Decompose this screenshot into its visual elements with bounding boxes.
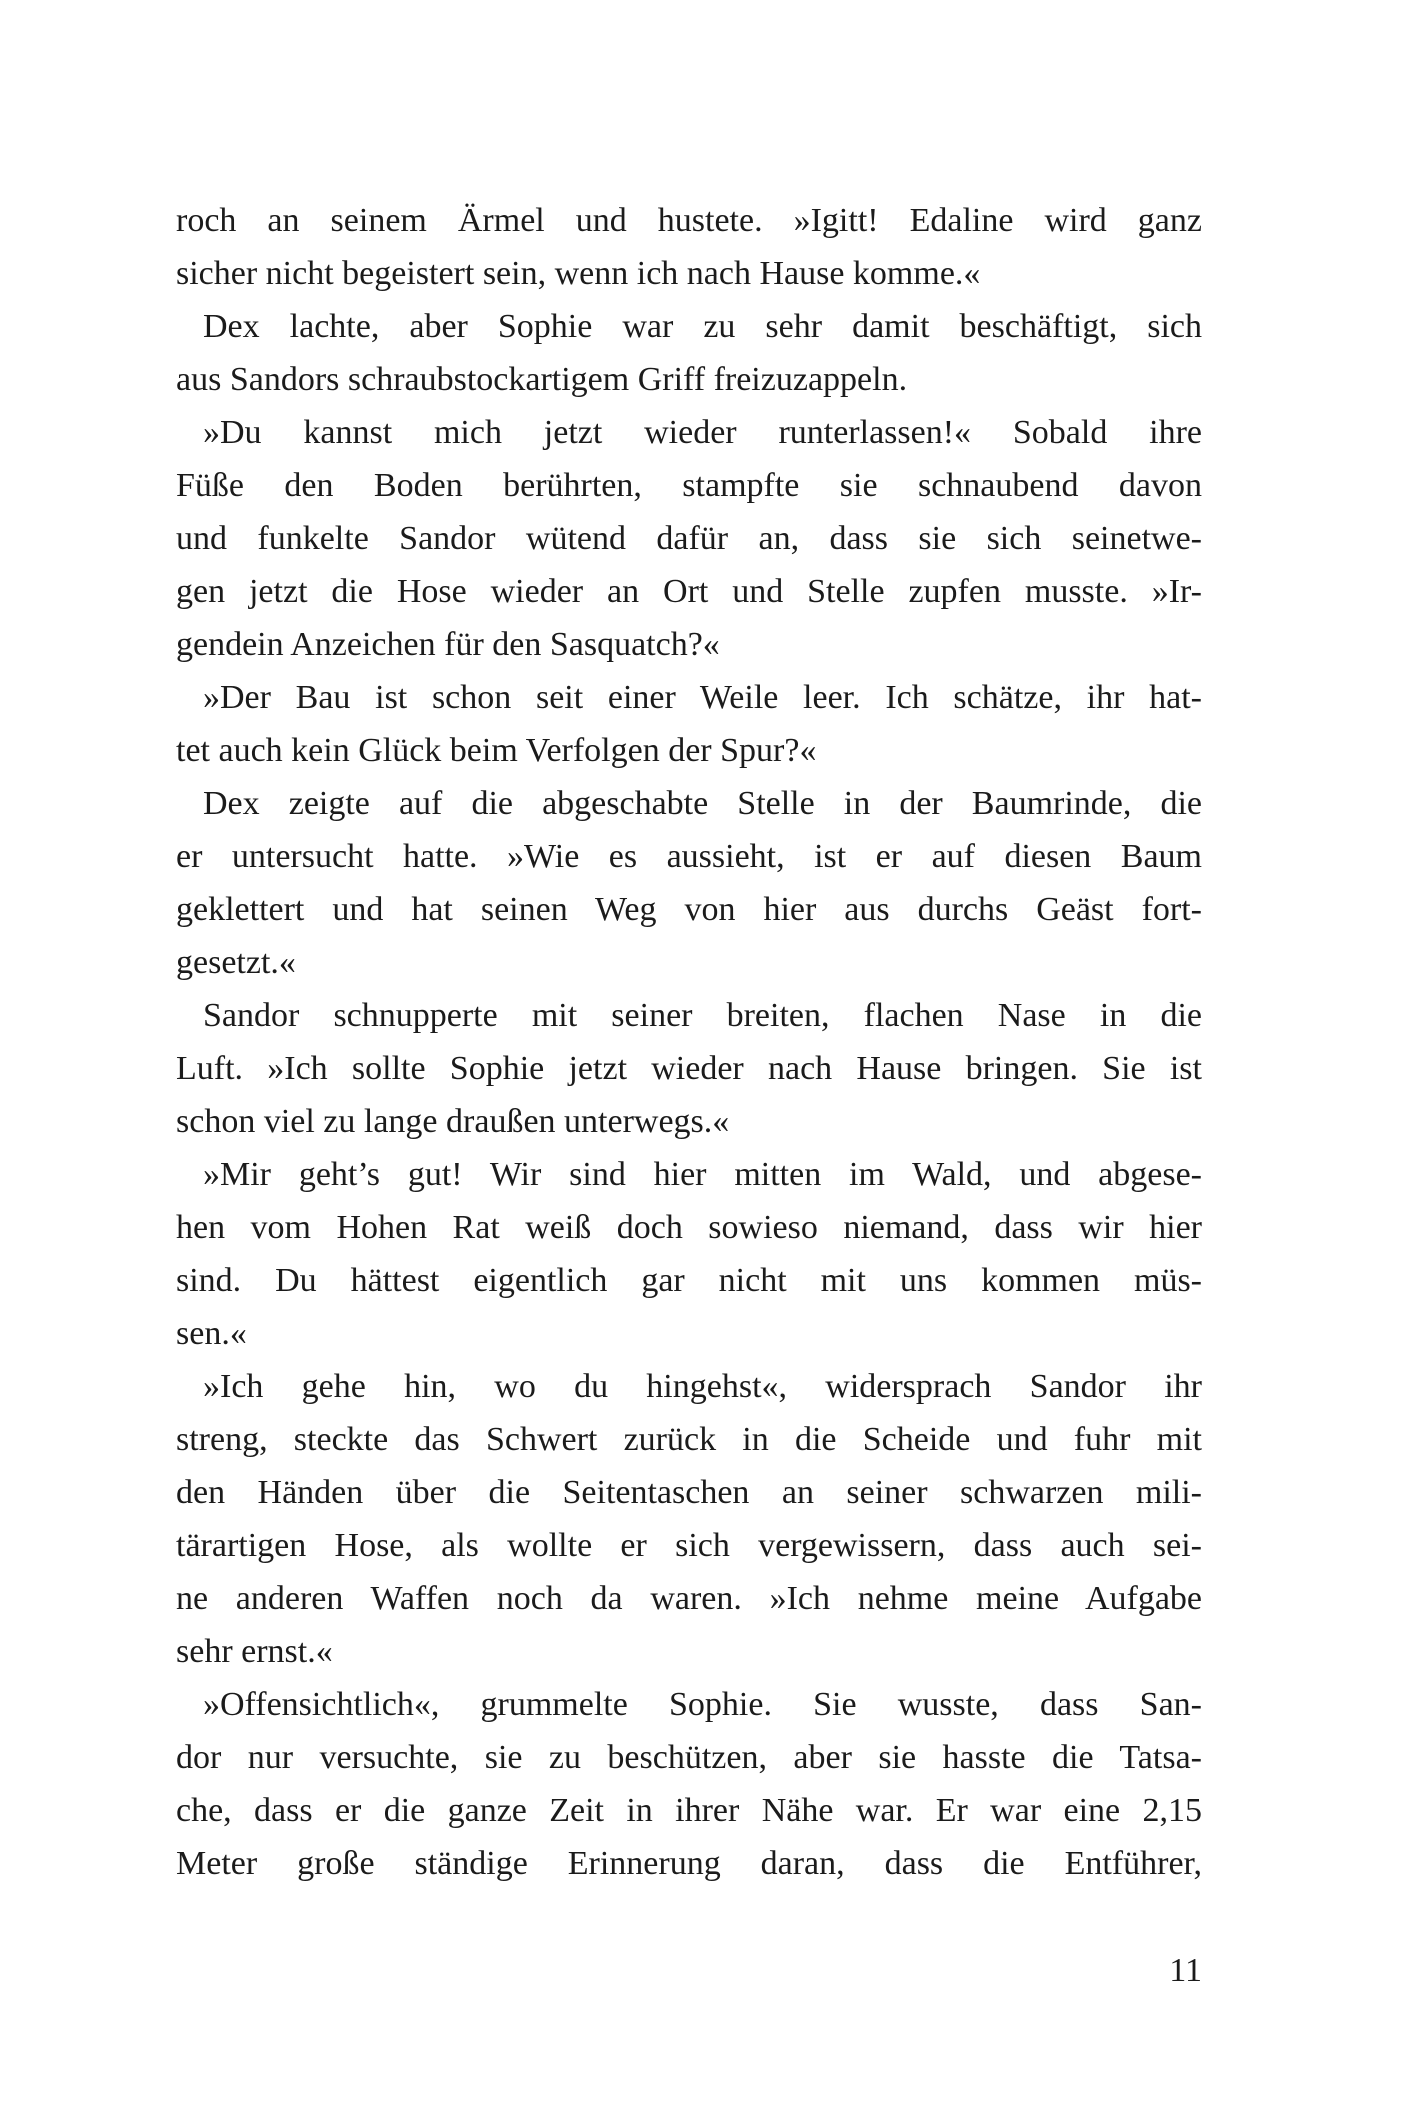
text-line: Dex zeigte auf die abgeschabte Stelle in der Baumrinde, die <box>203 785 1202 822</box>
text-line: hen vom Hohen Rat weiß doch sowieso niemand, dass wir hier <box>176 1209 1202 1246</box>
page-number: 11 <box>1169 1952 1202 1989</box>
text-line: und funkelte Sandor wütend dafür an, dass sie sich seinetwe- <box>176 520 1202 557</box>
text-line: Meter große ständige Erinnerung daran, dass die Entführer, <box>176 1845 1202 1882</box>
text-line: Füße den Boden berührten, stampfte sie schnaubend davon <box>176 467 1202 504</box>
text-line: sicher nicht begeistert sein, wenn ich nach Hause komme.« <box>176 255 981 292</box>
text-line: sehr ernst.« <box>176 1633 333 1670</box>
text-line: schon viel zu lange draußen unterwegs.« <box>176 1103 730 1140</box>
text-line: er untersucht hatte. »Wie es aussieht, ist er auf diesen Baum <box>176 838 1202 875</box>
text-line: streng, steckte das Schwert zurück in die Scheide und fuhr mit <box>176 1421 1202 1458</box>
text-line: gesetzt.« <box>176 944 296 981</box>
text-line: geklettert und hat seinen Weg von hier aus durchs Geäst fort- <box>176 891 1202 928</box>
text-line: Luft. »Ich sollte Sophie jetzt wieder nach Hause bringen. Sie ist <box>176 1050 1202 1087</box>
text-line: »Mir geht’s gut! Wir sind hier mitten im Wald, und abgese- <box>203 1156 1202 1193</box>
text-line: che, dass er die ganze Zeit in ihrer Nähe war. Er war eine 2,15 <box>176 1792 1202 1829</box>
text-line: tet auch kein Glück beim Verfolgen der Spur?« <box>176 732 817 769</box>
text-line: sind. Du hättest eigentlich gar nicht mit uns kommen müs- <box>176 1262 1202 1299</box>
text-line: ne anderen Waffen noch da waren. »Ich nehme meine Aufgabe <box>176 1580 1202 1617</box>
text-line: tärartigen Hose, als wollte er sich vergewissern, dass auch sei- <box>176 1527 1202 1564</box>
text-line: gendein Anzeichen für den Sasquatch?« <box>176 626 720 663</box>
text-line: »Offensichtlich«, grummelte Sophie. Sie wusste, dass San- <box>203 1686 1202 1723</box>
text-line: sen.« <box>176 1315 247 1352</box>
text-line: den Händen über die Seitentaschen an seiner schwarzen mili- <box>176 1474 1202 1511</box>
text-line: Dex lachte, aber Sophie war zu sehr damit beschäftigt, sich <box>203 308 1202 345</box>
body-text <box>176 194 1202 1890</box>
text-line: »Der Bau ist schon seit einer Weile leer. Ich schätze, ihr hat- <box>203 679 1202 716</box>
text-line: gen jetzt die Hose wieder an Ort und Stelle zupfen musste. »Ir- <box>176 573 1202 610</box>
text-line: roch an seinem Ärmel und hustete. »Igitt! Edaline wird ganz <box>176 202 1202 239</box>
text-line: aus Sandors schraubstockartigem Griff freizuzappeln. <box>176 361 908 398</box>
text-line: »Ich gehe hin, wo du hingehst«, widersprach Sandor ihr <box>203 1368 1202 1405</box>
text-line: »Du kannst mich jetzt wieder runterlassen!« Sobald ihre <box>203 414 1202 451</box>
text-line: dor nur versuchte, sie zu beschützen, aber sie hasste die Tatsa- <box>176 1739 1202 1776</box>
text-line: Sandor schnupperte mit seiner breiten, flachen Nase in die <box>203 997 1202 1034</box>
